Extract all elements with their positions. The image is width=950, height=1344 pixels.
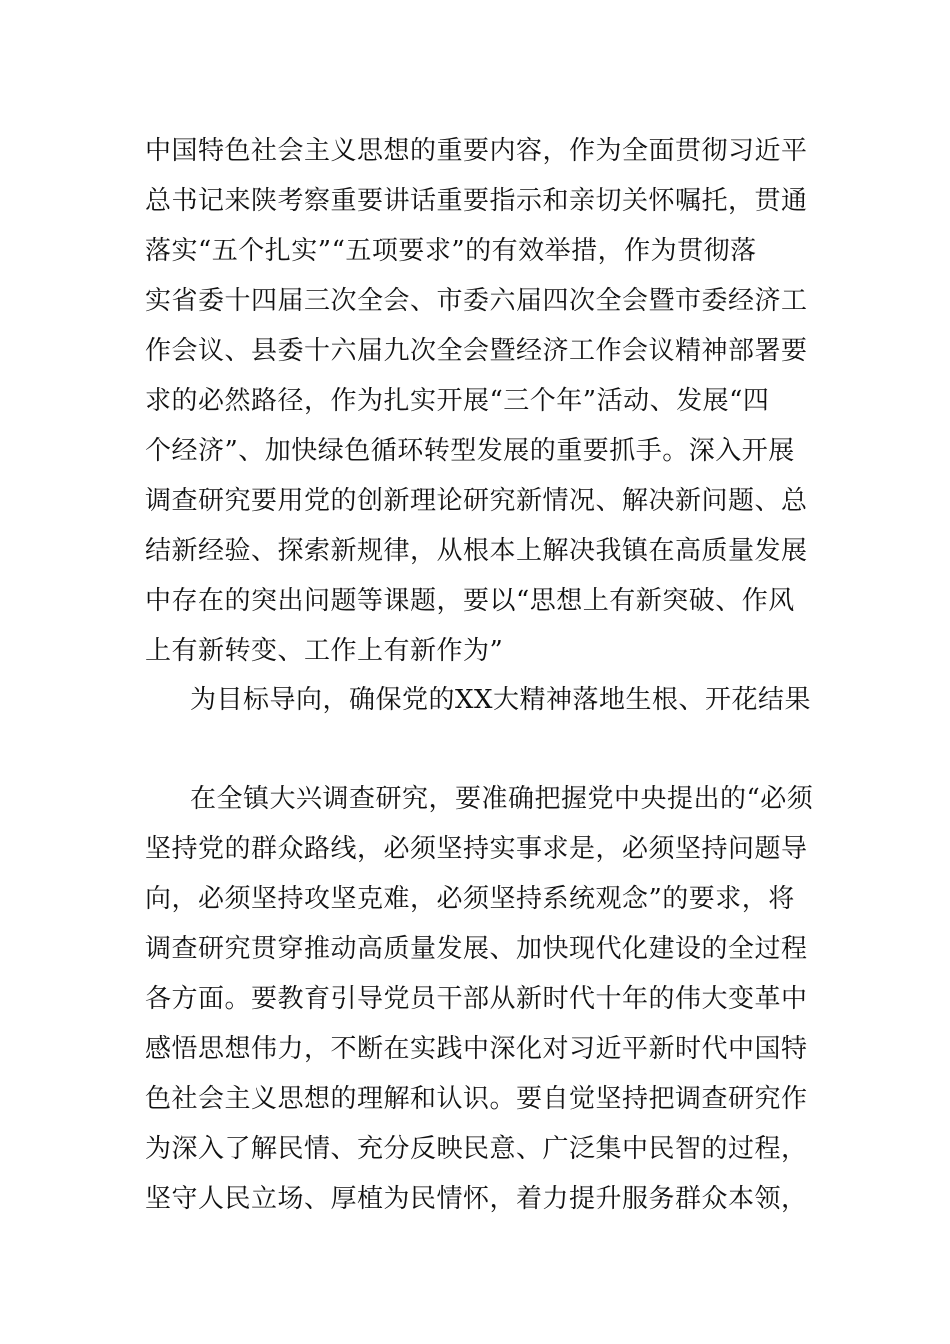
text-line: 为目标导向，确保党的XX大精神落地生根、开花结果 (190, 685, 812, 715)
text-line: 各方面。要教育引导党员干部从新时代十年的伟大变革中 (145, 984, 808, 1014)
text-line: 上有新转变、工作上有新作为” (145, 636, 504, 666)
text-line: 结新经验、探索新规律，从根本上解决我镇在高质量发展 (145, 536, 808, 566)
text-line: 总书记来陕考察重要讲话重要指示和亲切关怀嘱托，贯通 (145, 186, 808, 216)
text-line: 作会议、县委十六届九次全会暨经济工作会议精神部署要 (145, 336, 808, 366)
text-line: 中国特色社会主义思想的重要内容，作为全面贯彻习近平 (145, 136, 808, 166)
text-line: 色社会主义思想的理解和认识。要自觉坚持把调查研究作 (145, 1084, 808, 1114)
text-line: 调查研究贯穿推动高质量发展、加快现代化建设的全过程 (145, 934, 808, 964)
text-line: 实省委十四届三次全会、市委六届四次全会暨市委经济工 (145, 286, 808, 316)
text-line: 坚守人民立场、厚植为民情怀，着力提升服务群众本领， (145, 1184, 808, 1214)
text-line: 调查研究要用党的创新理论研究新情况、解决新问题、总 (145, 486, 808, 516)
text-line: 求的必然路径，作为扎实开展“三个年”活动、发展“四 (145, 386, 770, 416)
text-line: 向，必须坚持攻坚克难，必须坚持系统观念”的要求，将 (145, 884, 795, 914)
text-line: 个经济”、加快绿色循环转型发展的重要抓手。深入开展 (145, 436, 795, 466)
text-line: 在全镇大兴调查研究，要准确把握党中央提出的“必须 (190, 784, 814, 814)
text-line: 坚持党的群众路线，必须坚持实事求是，必须坚持问题导 (145, 834, 808, 864)
text-line: 为深入了解民情、充分反映民意、广泛集中民智的过程， (145, 1134, 808, 1164)
text-line: 感悟思想伟力，不断在实践中深化对习近平新时代中国特 (145, 1034, 808, 1064)
text-line: 落实“五个扎实”“五项要求”的有效举措，作为贯彻落 (145, 236, 757, 266)
text-line: 中存在的突出问题等课题，要以“思想上有新突破、作风 (145, 586, 795, 616)
